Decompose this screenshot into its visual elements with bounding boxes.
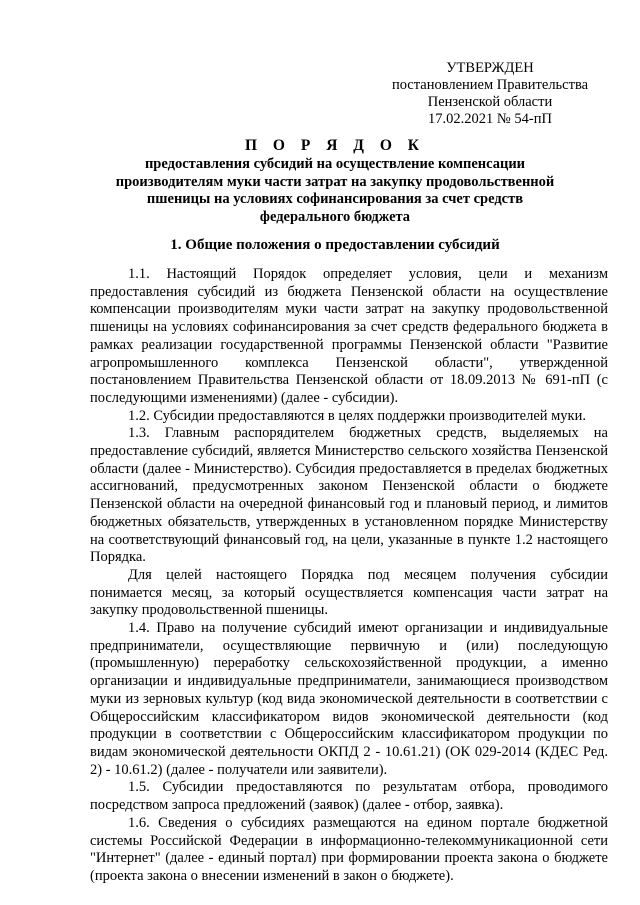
approval-date-number: 17.02.2021 № 54-пП [428, 111, 552, 127]
subtitle-line: предоставления субсидий на осуществление компенсации [144, 156, 526, 172]
section-heading: 1. Общие положения о предоставлении субсидий [170, 237, 500, 253]
subtitle-line: производителям муки части затрат на закупку продовольственной [115, 173, 555, 190]
paragraph-1-1: 1.1. Настоящий Порядок определяет условия, цели и механизм предоставления субсидий из бюджета Пензенской области на осуществление компенсации производителям муки части затрат на закупку продовольственной пшеницы на условиях софинансирования за счет средств федерального бюджета в рамках реализации государственной программы Пензенской области "Развитие агропромышленного комплекса Пензенской области", утвержденной постановлением Правительства Пензенской области от 18.09.2013 № 691-пП (с последующими изменениями) (далее - субсидии). [90, 266, 608, 406]
approval-line: Пензенской области [427, 94, 553, 110]
document-subtitle [90, 156, 580, 226]
subtitle-line: пшеницы на условиях софинансирования за счет средств [146, 191, 524, 207]
paragraph-1-4: 1.4. Право на получение субсидий имеют организации и индивидуальные предприниматели, осуществляющие первичную и (или) последующую (промышленную) переработку сельскохозяйственной продукции, а именно организации и индивидуальные предприниматели, занимающиеся производством муки из зерновых культур (код вида экономической деятельности в соответствии с Общероссийским классификатором видов экономической деятельности (код продукции в соответствии с Общероссийским классификатором продукции по видам экономической деятельности ОКПД 2 - 10.61.21) (ОК 029-2014 (КДЕС Ред. 2) - 10.61.2) (далее - получатели или заявители). [90, 620, 608, 778]
document-body [90, 266, 608, 886]
subtitle-line: федерального бюджета [259, 208, 411, 225]
paragraph-1-6: 1.6. Сведения о субсидиях размещаются на едином портале бюджетной системы Российской Федерации в информационно-телекоммуникационной сети "Интернет" (далее - единый портал) при формировании проекта закона о бюджете (проекта закона о внесении изменений в закон о бюджете). [90, 814, 608, 884]
paragraph-1-3: 1.3. Главным распорядителем бюджетных средств, выделяемых на предоставление субсидий, является Министерство сельского хозяйства Пензенской области (далее - Министерство). Субсидия предоставляется в пределах бюджетных ассигнований, предусмотренных законом Пензенской области о бюджете Пензенской области на очередной финансовый год и плановый период, и лимитов бюджетных обязательств, утвержденных в установленном порядке Министерству на соответствующий финансовый год, на цели, указанные в пункте 1.2 настоящего Порядка. [90, 425, 608, 566]
approval-line: постановлением Правительства [391, 77, 589, 93]
approval-stamp [380, 60, 600, 128]
document-title: П О Р Я Д О К [245, 137, 425, 154]
paragraph-1-5: 1.5. Субсидии предоставляются по результатам отбора, проводимого посредством запроса предложений (заявок) (далее - отбор, заявка). [90, 779, 608, 814]
approval-line: УТВЕРЖДЕН [446, 60, 534, 76]
paragraph-1-3-note: Для целей настоящего Порядка под месяцем получения субсидии понимается месяц, за который осуществляется компенсация части затрат на закупку продовольственной пшеницы. [90, 566, 608, 619]
paragraph-1-2: 1.2. Субсидии предоставляются в целях поддержки производителей муки. [128, 407, 586, 424]
document-title-block [90, 136, 580, 226]
